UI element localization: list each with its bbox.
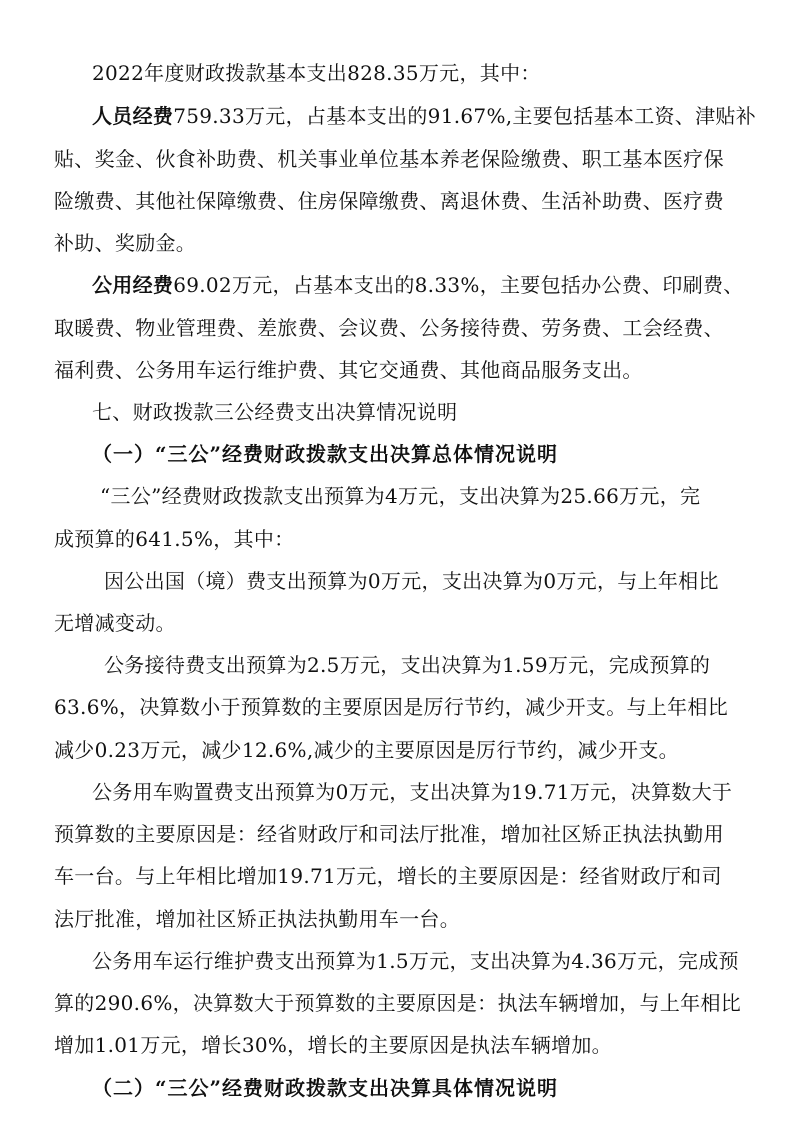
public-expense-label: 公用经费 [92,273,174,297]
paragraph-vehicle-maintenance-line-2: 算的290.6%，决算数大于预算数的主要原因是：执法车辆增加，与上年相比 [54,991,742,1015]
paragraph-public-line-3: 福利费、公务用车运行维护费、其它交通费、其他商品服务支出。 [54,358,643,382]
subsection-heading-overall: （一）“三公”经费财政拨款支出决算总体情况说明 [92,442,559,466]
paragraph-reception-line-2: 63.6%，决算数小于预算数的主要原因是厉行节约，减少开支。与上年相比 [54,695,729,719]
paragraph-three-public-line-1: “三公”经费财政拨款支出预算为4万元，支出决算为25.66万元，完 [100,484,701,508]
personnel-expense-label: 人员经费 [92,104,174,128]
paragraph-vehicle-purchase-line-1: 公务用车购置费支出预算为0万元，支出决算为19.71万元，决算数大于 [92,780,733,804]
paragraph-vehicle-purchase-line-2: 预算数的主要原因是：经省财政厅和司法厅批准，增加社区矫正执法执勤用 [54,822,724,846]
paragraph-three-public-line-2: 成预算的641.5%，其中： [54,527,295,551]
paragraph-overseas-line-1: 因公出国（境）费支出预算为0万元，支出决算为0万元，与上年相比 [104,569,719,593]
paragraph-vehicle-purchase-line-3: 车一台。与上年相比增加19.71万元，增长的主要原因是：经省财政厅和司 [54,864,722,888]
public-expense-text: 69.02万元，占基本支出的8.33%，主要包括办公费、印刷费、 [173,273,744,297]
section-heading-7: 七、财政拨款三公经费支出决算情况说明 [92,400,458,424]
paragraph-overseas-line-2: 无增减变动。 [54,611,176,635]
paragraph-reception-line-1: 公务接待费支出预算为2.5万元，支出决算为1.59万元，完成预算的 [104,653,711,677]
paragraph-vehicle-maintenance-line-1: 公务用车运行维护费支出预算为1.5万元，支出决算为4.36万元，完成预 [92,949,739,973]
paragraph-personnel-line-3: 险缴费、其他社保障缴费、住房保障缴费、离退休费、生活补助费、医疗费 [54,189,724,213]
subsection-heading-specific: （二）“三公”经费财政拨款支出决算具体情况说明 [92,1076,559,1100]
paragraph-reception-line-3: 减少0.23万元，减少12.6%,减少的主要原因是厉行节约，减少开支。 [54,738,679,762]
paragraph-personnel-line-4: 补助、奖励金。 [54,231,197,255]
paragraph-public-line-1 [92,272,744,298]
paragraph-public-line-2: 取暖费、物业管理费、差旅费、会议费、公务接待费、劳务费、工会经费、 [54,316,724,340]
paragraph-vehicle-maintenance-line-3: 增加1.01万元，增长30%，增长的主要原因是执法车辆增加。 [54,1033,612,1057]
paragraph-personnel-line-2: 贴、奖金、伙食补助费、机关事业单位基本养老保险缴费、职工基本医疗保 [54,147,724,171]
paragraph-personnel-line-1 [92,103,756,129]
paragraph-vehicle-purchase-line-4: 法厅批准，增加社区矫正执法执勤用车一台。 [54,907,460,931]
personnel-expense-text: 759.33万元，占基本支出的91.67%,主要包括基本工资、津贴补 [173,104,757,128]
paragraph-basic-expense: 2022年度财政拨款基本支出828.35万元，其中： [92,61,541,85]
